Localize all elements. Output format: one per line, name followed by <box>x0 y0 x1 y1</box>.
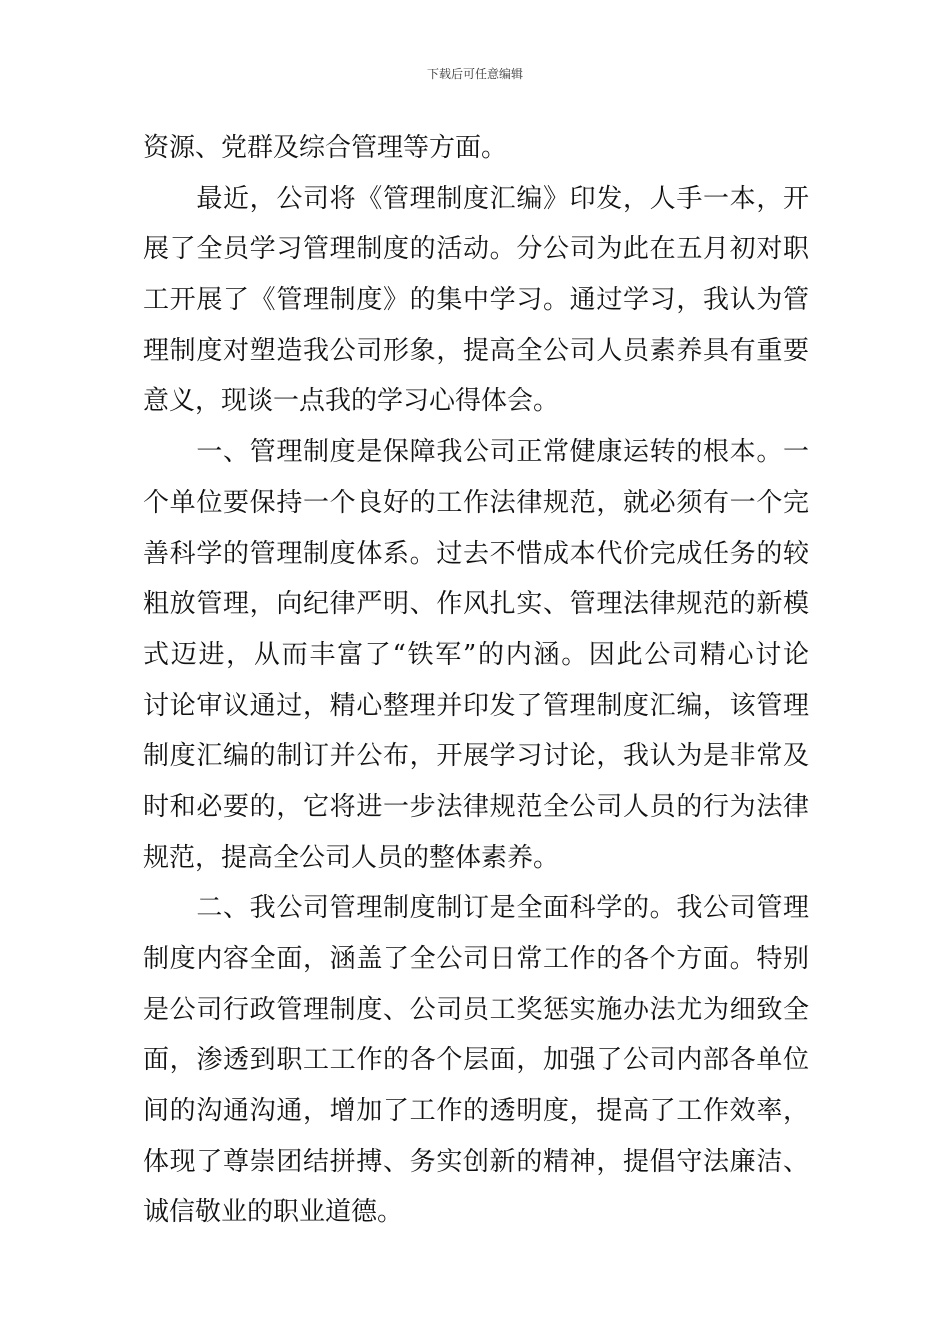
text-line: 工开展了《管理制度》的集中学习。通过学习，我认为管 <box>143 285 809 316</box>
text-line: 体现了尊崇团结拼搏、务实创新的精神，提倡守法廉洁、 <box>143 1146 809 1177</box>
text-line: 最近，公司将《管理制度汇编》印发，人手一本，开 <box>143 183 809 214</box>
text-line: 规范，提高全公司人员的整体素养。 <box>143 842 560 873</box>
text-line: 间的沟通沟通，增加了工作的透明度，提高了工作效率， <box>143 1096 809 1127</box>
document-body <box>143 123 809 1238</box>
text-line: 意义，现谈一点我的学习心得体会。 <box>143 386 560 417</box>
text-line: 一、管理制度是保障我公司正常健康运转的根本。一 <box>143 437 809 468</box>
text-line: 讨论审议通过，精心整理并印发了管理制度汇编，该管理 <box>143 690 809 721</box>
text-line: 是公司行政管理制度、公司员工奖惩实施办法尤为细致全 <box>143 994 809 1025</box>
text-line: 资源、党群及综合管理等方面。 <box>143 133 508 163</box>
text-line: 面，渗透到职工工作的各个层面，加强了公司内部各单位 <box>143 1045 809 1076</box>
page-header-note: 下载后可任意编辑 <box>426 67 523 81</box>
text-line: 制度汇编的制订并公布，开展学习讨论，我认为是非常及 <box>143 741 809 772</box>
text-line: 时和必要的，它将进一步法律规范全公司人员的行为法律 <box>143 791 809 822</box>
text-line: 式迈进，从而丰富了“铁军”的内涵。因此公司精心讨论 <box>143 639 809 670</box>
text-line: 展了全员学习管理制度的活动。分公司为此在五月初对职 <box>143 234 809 265</box>
text-line: 理制度对塑造我公司形象，提高全公司人员素养具有重要 <box>143 335 809 366</box>
text-line: 二、我公司管理制度制订是全面科学的。我公司管理 <box>143 893 809 924</box>
text-line: 粗放管理，向纪律严明、作风扎实、管理法律规范的新模 <box>143 589 809 620</box>
text-line: 善科学的管理制度体系。过去不惜成本代价完成任务的较 <box>143 538 809 569</box>
text-line: 制度内容全面，涵盖了全公司日常工作的各个方面。特别 <box>143 944 809 974</box>
text-line: 个单位要保持一个良好的工作法律规范，就必须有一个完 <box>143 487 809 518</box>
text-line: 诚信敬业的职业道德。 <box>143 1197 404 1228</box>
